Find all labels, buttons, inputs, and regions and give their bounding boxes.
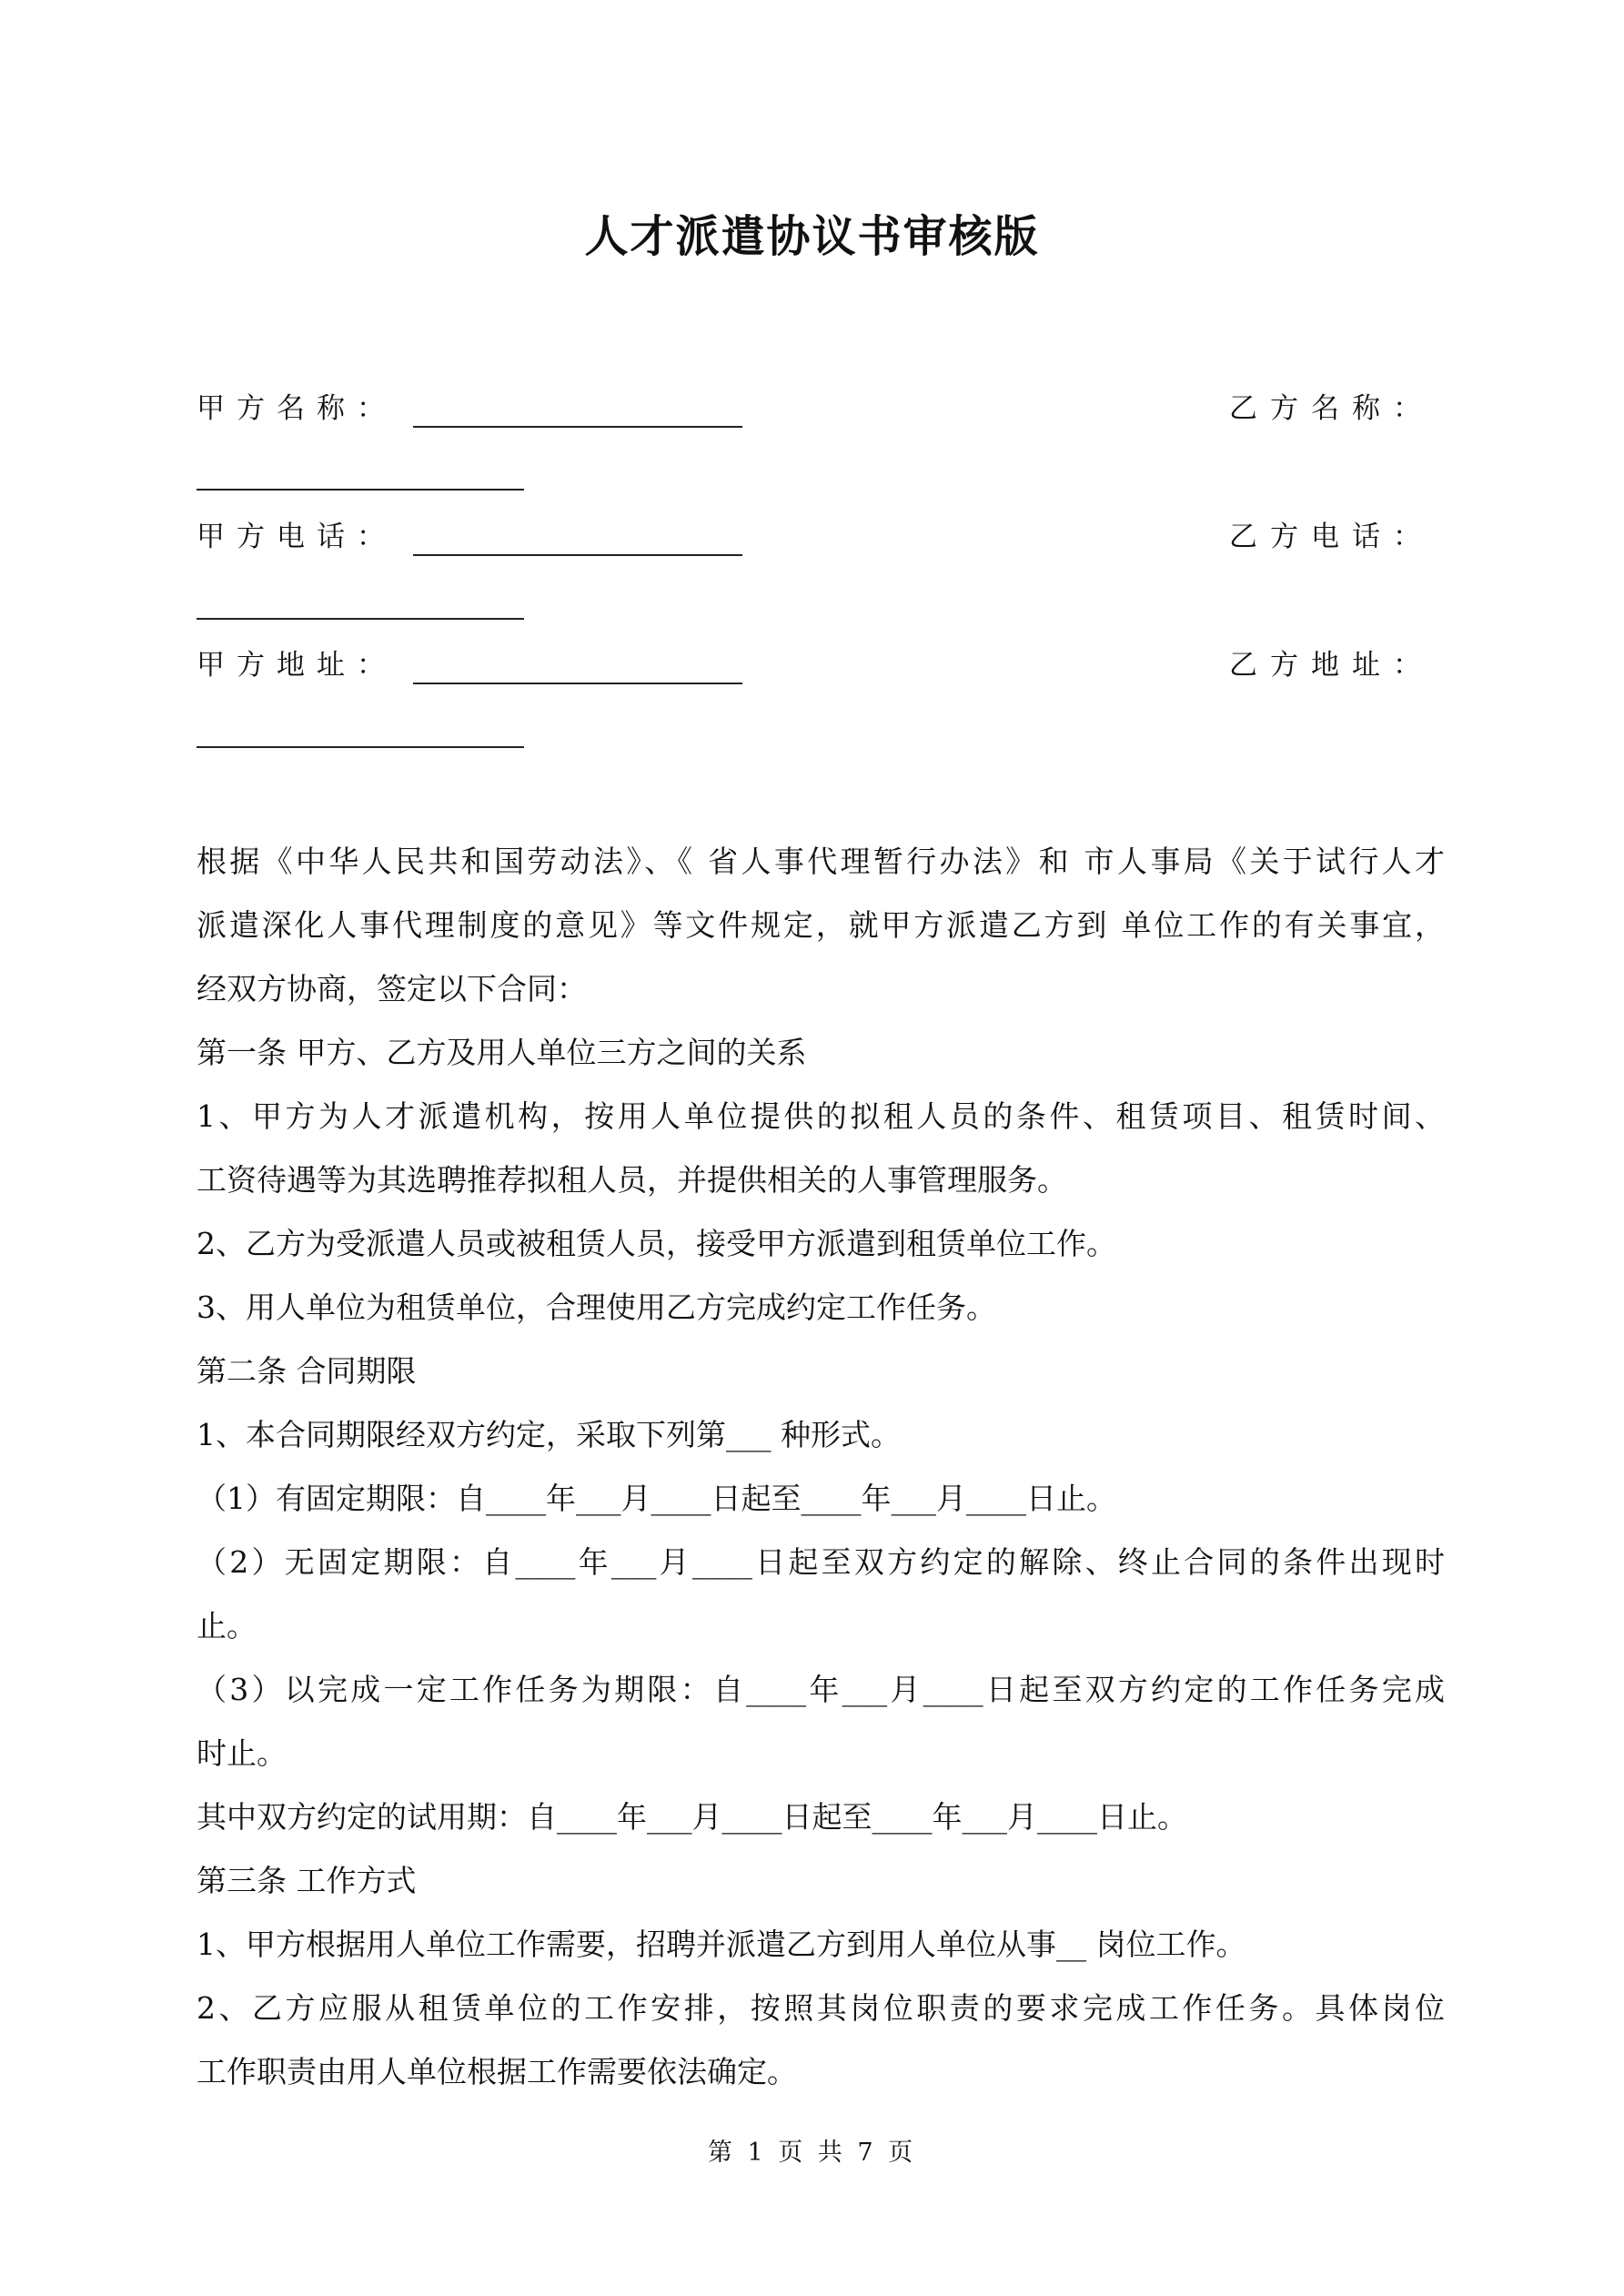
party-b-phone-blank — [197, 618, 524, 620]
party-a-phone-label: 甲方电话： — [197, 521, 397, 553]
body-line: 其中双方约定的试用期：自____年___月____日起至____年___月____日止。 — [197, 1799, 1187, 1835]
party-address-row — [197, 642, 1434, 688]
body-line: 根据《中华人民共和国劳动法》、《 省人事代理暂行办法》和 市人事局《关于试行人才 — [197, 844, 1445, 879]
body-line: 时止。 — [197, 1735, 287, 1771]
page-number: 第 1 页 共 7 页 — [707, 2139, 917, 2167]
party-a-address-label: 甲方地址： — [197, 649, 397, 682]
party-phone-row — [197, 514, 1434, 560]
document-title: 人才派遣协议书审核版 — [584, 211, 1040, 262]
body-line: 止。 — [197, 1608, 257, 1644]
party-b-phone-label: 乙方电话： — [1229, 521, 1434, 553]
contract-body — [197, 830, 1445, 2104]
party-a-phone-blank — [413, 554, 742, 556]
body-line: 2、乙方应服从租赁单位的工作安排，按照其岗位职责的要求完成工作任务。具体岗位 — [197, 1990, 1445, 2026]
body-line: 1、本合同期限经双方约定，采取下列第___ 种形式。 — [197, 1417, 901, 1452]
body-line: 工作职责由用人单位根据工作需要依法确定。 — [197, 2054, 797, 2089]
party-b-name-blank — [197, 489, 524, 491]
party-a-name-label: 甲方名称： — [197, 392, 397, 425]
body-line: （2）无固定期限：自____年___月____日起至双方约定的解除、终止合同的条件出现时 — [197, 1544, 1445, 1580]
body-line: 经双方协商，签定以下合同： — [197, 971, 587, 1006]
party-a-name-blank — [413, 426, 742, 428]
body-line: 1、甲方根据用人单位工作需要，招聘并派遣乙方到用人单位从事__ 岗位工作。 — [197, 1927, 1246, 1962]
body-line: 2、乙方为受派遣人员或被租赁人员，接受甲方派遣到租赁单位工作。 — [197, 1226, 1116, 1261]
party-b-name-label: 乙方名称： — [1229, 392, 1434, 425]
body-line: 派遣深化人事代理制度的意见》等文件规定，就甲方派遣乙方到 单位工作的有关事宜， — [197, 907, 1445, 943]
body-line: （1）有固定期限：自____年___月____日起至____年___月____日止。 — [197, 1481, 1116, 1516]
party-b-address-label: 乙方地址： — [1229, 649, 1434, 682]
party-name-row — [197, 386, 1434, 431]
body-line: 工资待遇等为其选聘推荐拟租人员，并提供相关的人事管理服务。 — [197, 1162, 1067, 1198]
party-b-address-blank — [197, 746, 524, 748]
article-heading: 第一条 甲方、乙方及用人单位三方之间的关系 — [197, 1035, 807, 1070]
party-a-address-blank — [413, 683, 742, 684]
body-line: 3、用人单位为租赁单位，合理使用乙方完成约定工作任务。 — [197, 1290, 996, 1325]
article-heading: 第二条 合同期限 — [197, 1353, 417, 1389]
body-line: （3）以完成一定工作任务为期限：自____年___月____日起至双方约定的工作任务完成 — [197, 1672, 1445, 1707]
body-line: 1、甲方为人才派遣机构，按用人单位提供的拟租人员的条件、租赁项目、租赁时间、 — [197, 1098, 1445, 1134]
article-heading: 第三条 工作方式 — [197, 1863, 417, 1898]
